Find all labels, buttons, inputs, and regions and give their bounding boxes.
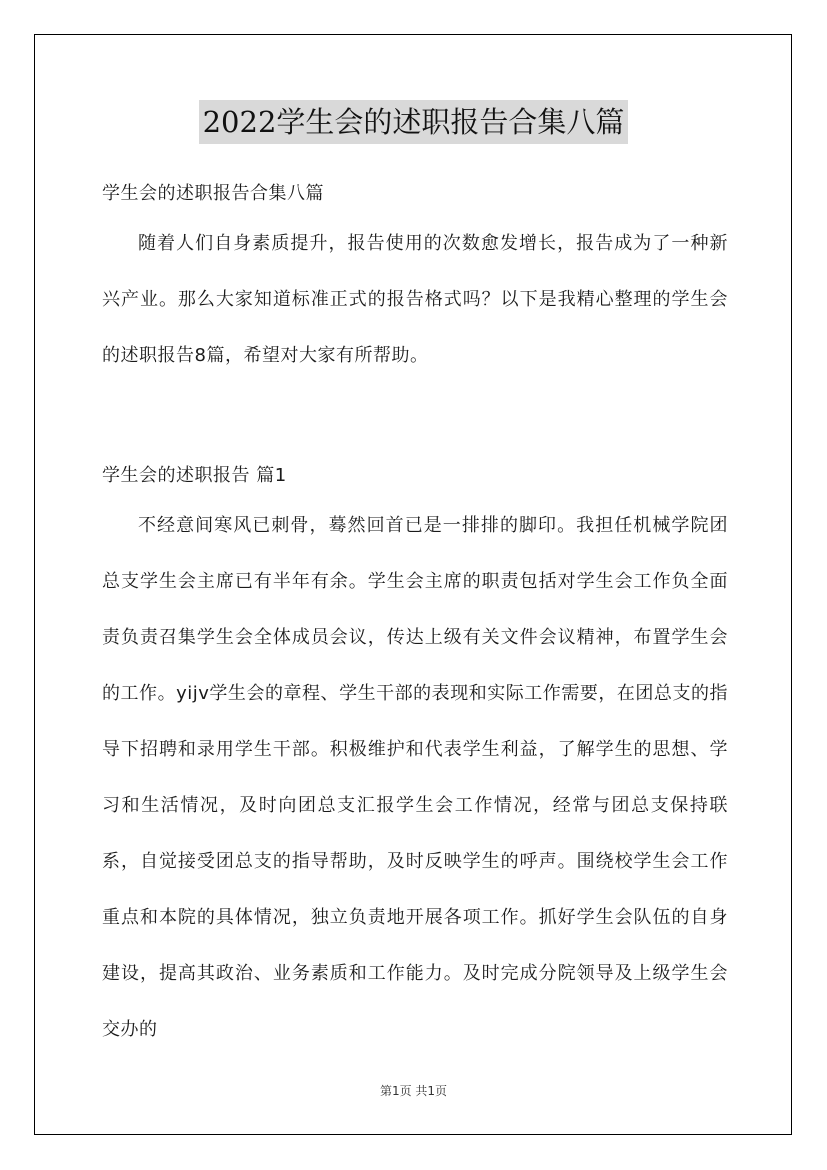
intro-paragraph: 随着人们自身素质提升，报告使用的次数愈发增长，报告成为了一种新兴产业。那么大家知道标准正式的报告格式吗？以下是我精心整理的学生会的述职报告8篇，希望对大家有所帮助。 <box>102 233 728 366</box>
section-heading: 学生会的述职报告 篇1 <box>102 465 287 486</box>
section-paragraph: 不经意间寒风已刺骨，蓦然回首已是一排排的脚印。我担任机械学院团总支学生会主席已有半年有余。学生会主席的职责包括对学生会工作负全面责负责召集学生会全体成员会议，传达上级有关文件会议精神，布置学生会的工作。yijv学生会的章程、学生干部的表现和实际工作需要，在团总支的指导下招聘和录用学生干部。积极维护和代表学生利益，了解学生的思想、学习和生活情况，及时向团总支汇报学生会工作情况，经常与团总支保持联系，自觉接受团总支的指导帮助，及时反映学生的呼声。围绕校学生会工作重点和本院的具体情况，独立负责地开展各项工作。抓好学生会队伍的自身建设，提高其政治、业务素质和工作能力。及时完成分院领导及上级学生会交办的 <box>102 515 728 1040</box>
title-container <box>0 100 827 144</box>
document-body <box>102 172 728 1058</box>
document-title: 2022学生会的述职报告合集八篇 <box>199 100 629 144</box>
page-footer: 第1页 共1页 <box>379 1084 448 1098</box>
document-subtitle: 学生会的述职报告合集八篇 <box>102 183 324 204</box>
section-spacer <box>102 384 728 454</box>
